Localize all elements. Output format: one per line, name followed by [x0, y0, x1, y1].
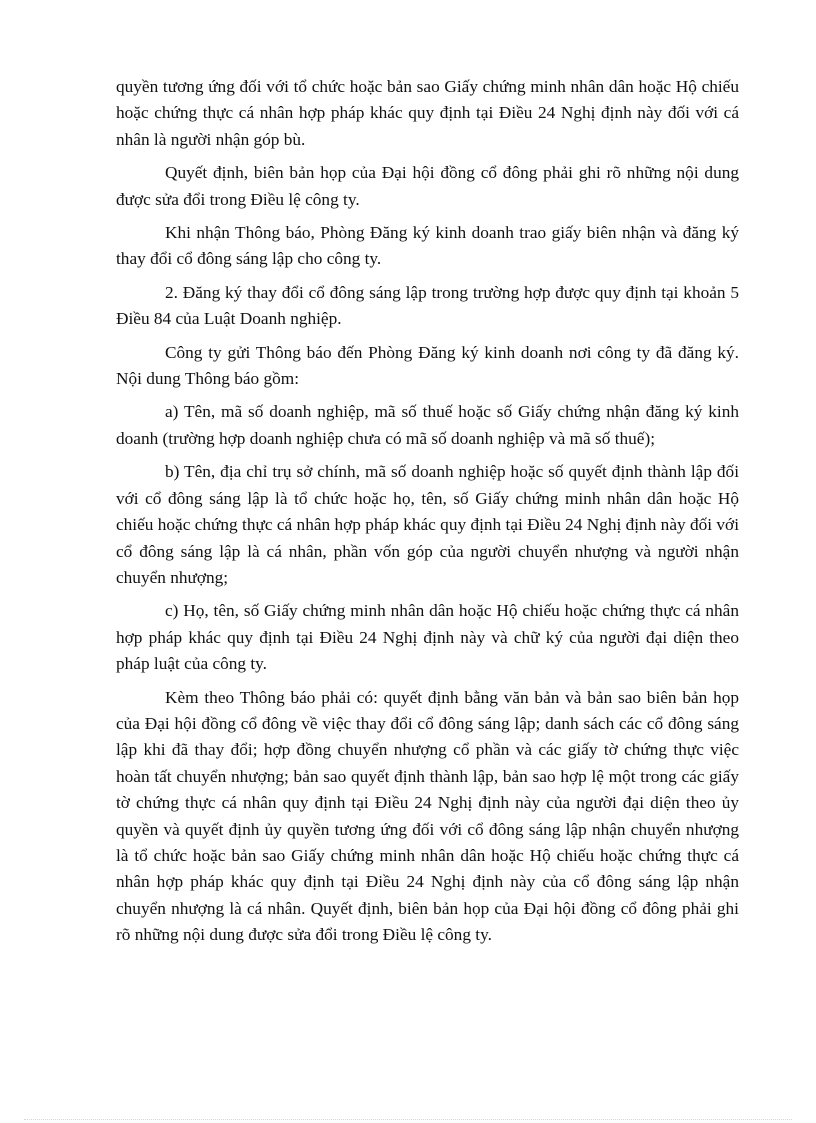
paragraph-minutes-note: Quyết định, biên bản họp của Đại hội đồng cổ đông phải ghi rõ những nội dung được sửa đổi trong Điều lệ công ty. [116, 163, 739, 209]
page-bottom-divider [24, 1119, 792, 1120]
paragraph-attachments: Kèm theo Thông báo phải có: quyết định bằng văn bản và bản sao biên bản họp của Đại hội đồng cổ đông về việc thay đổi cổ đông sáng lập; danh sách các cổ đông sáng lập khi đã thay đổi; hợp đồng chuyển nhượng cổ phần và các giấy tờ chứng thực việc hoàn tất chuyển nhượng; bản sao quyết định thành lập, bản sao hợp lệ một trong các giấy tờ chứng thực cá nhân quy định tại Điều 24 Nghị định này của người đại diện theo ủy quyền và quyết định ủy quyền tương ứng đối với cổ đông sáng lập nhận chuyển nhượng là tổ chức hoặc bản sao Giấy chứng minh nhân dân hoặc Hộ chiếu hoặc chứng thực cá nhân hợp pháp khác quy định tại Điều 24 Nghị định này của cổ đông sáng lập nhận chuyển nhượng là cá nhân. Quyết định, biên bản họp của Đại hội đồng cổ đông phải ghi rõ những nội dung được sửa đổi trong Điều lệ công ty. [116, 687, 739, 945]
paragraph-continuation: quyền tương ứng đối với tổ chức hoặc bản sao Giấy chứng minh nhân dân hoặc Hộ chiếu hoặc chứng thực cá nhân hợp pháp khác quy định tại Điều 24 Nghị định này đối với cá nhân là người nhận góp bù. [116, 77, 739, 149]
paragraph-item-a: a) Tên, mã số doanh nghiệp, mã số thuế hoặc số Giấy chứng nhận đăng ký kinh doanh (trường hợp doanh nghiệp chưa có mã số doanh nghiệp và mã số thuế); [116, 402, 739, 448]
paragraph-notice-intro: Công ty gửi Thông báo đến Phòng Đăng ký kinh doanh nơi công ty đã đăng ký. Nội dung Thông báo gồm: [116, 342, 739, 389]
document-body [116, 74, 739, 956]
paragraph-item-b: b) Tên, địa chỉ trụ sở chính, mã số doanh nghiệp hoặc số quyết định thành lập đối với cổ đông sáng lập là tổ chức hoặc họ, tên, số Giấy chứng minh nhân dân hoặc Hộ chiếu hoặc chứng thực cá nhân hợp pháp khác quy định tại Điều 24 Nghị định này đối với cổ đông sáng lập là cá nhân, phần vốn góp của người chuyển nhượng và người nhận chuyển nhượng; [116, 462, 739, 587]
paragraph-receipt: Khi nhận Thông báo, Phòng Đăng ký kinh doanh trao giấy biên nhận và đăng ký thay đổi cổ đông sáng lập cho công ty. [116, 223, 739, 269]
paragraph-section-2: 2. Đăng ký thay đổi cổ đông sáng lập trong trường hợp được quy định tại khoản 5 Điều 84 của Luật Doanh nghiệp. [116, 282, 739, 329]
paragraph-item-c: c) Họ, tên, số Giấy chứng minh nhân dân hoặc Hộ chiếu hoặc chứng thực cá nhân hợp pháp khác quy định tại Điều 24 Nghị định này và chữ ký của người đại diện theo pháp luật của công ty. [116, 601, 739, 674]
